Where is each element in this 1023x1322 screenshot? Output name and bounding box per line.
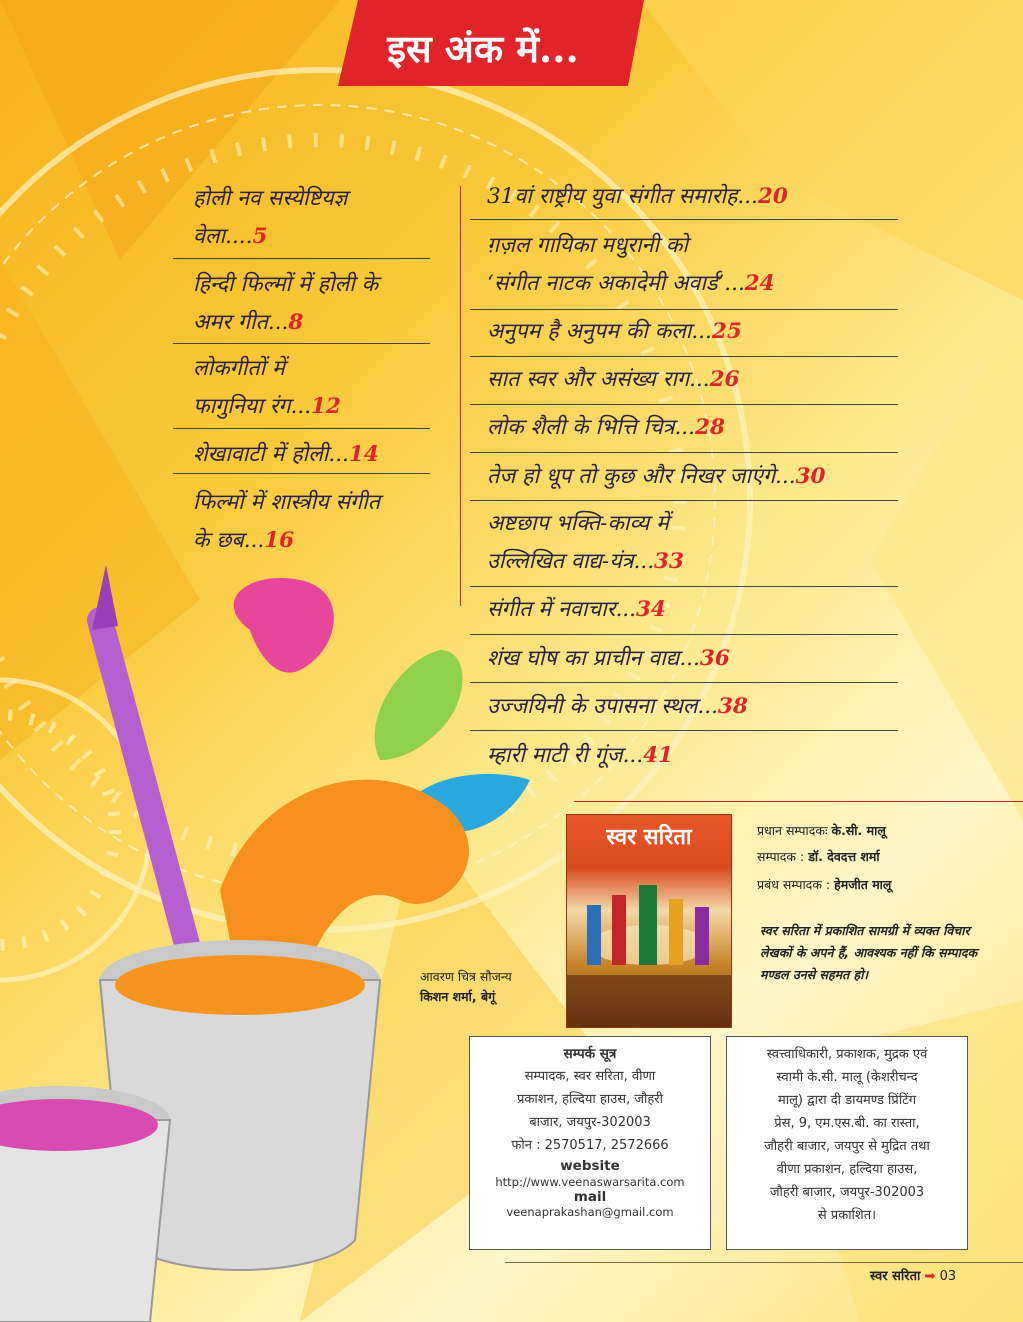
- imprint-box: स्वत्त्वाधिकारी, प्रकाशक, मुद्रक एवं स्वामी के.सी. मालू (केशरीचन्द मालू) द्वारा दी डायमण्ड प्रिंटिंग प्रेस, 9, एम.एस.बी. का रास्ता, जौहरी बाजार, जयपुर से मुद्रित तथा वीणा प्रकाशन, हल्दिया हाउस, जौहरी बाजार, जयपुर-302003 से प्रकाशित।: [726, 1036, 968, 1250]
- divider: [470, 682, 898, 683]
- toc-item[interactable]: फिल्मों में शास्त्रीय संगीत के छब...16: [193, 490, 380, 553]
- cover-credit-name: किशन शर्मा, बेगूं: [420, 989, 496, 1004]
- toc-item[interactable]: लोकगीतों में फागुनिया रंग...12: [193, 356, 341, 419]
- page-footer: [870, 1266, 956, 1284]
- divider: [470, 219, 898, 220]
- toc-page-number: 28: [694, 415, 725, 440]
- toc-item[interactable]: ग़ज़ल गायिका मधुरानी को ‘संगीत नाटक अकादेमी अवार्ड’...24: [487, 233, 775, 296]
- website-link[interactable]: http://www.veenaswarsarita.com: [495, 1175, 685, 1189]
- contact-heading: सम्पर्क सूत्र: [563, 1046, 617, 1062]
- page-title: इस अंक में...: [387, 26, 579, 71]
- divider: [173, 428, 430, 429]
- toc-item[interactable]: उज्जयिनी के उपासना स्थल...38: [487, 694, 748, 719]
- divider: [173, 258, 430, 259]
- editor-line: प्रबंध सम्पादक : हेमजीत मालू: [757, 877, 892, 892]
- toc-page-number: 24: [744, 271, 775, 296]
- toc-item[interactable]: हिन्दी फिल्मों में होली के अमर गीत...8: [193, 272, 379, 335]
- toc-page-number: 8: [288, 310, 304, 335]
- email-link[interactable]: veenaprakashan@gmail.com: [506, 1205, 674, 1219]
- section-rule: [574, 801, 1023, 802]
- toc-item[interactable]: 31वां राष्ट्रीय युवा संगीत समारोह...20: [487, 184, 788, 209]
- footer-page-number: 03: [939, 1269, 957, 1284]
- toc-item[interactable]: शंख घोष का प्राचीन वाद्य...36: [487, 646, 730, 671]
- toc-item[interactable]: लोक शैली के भित्ति चित्र...28: [487, 415, 725, 440]
- divider: [470, 452, 898, 453]
- column-divider: [460, 186, 461, 606]
- toc-item[interactable]: तेज हो धूप तो कुछ और निखर जाएंगे...30: [487, 464, 826, 489]
- toc-page-number: 33: [654, 549, 684, 574]
- cover-artwork: [567, 815, 731, 1027]
- toc-item[interactable]: अनुपम है अनुपम की कला...25: [487, 319, 742, 344]
- toc-page-number: 30: [795, 464, 826, 489]
- divider: [173, 343, 430, 344]
- toc-page-number: 25: [711, 319, 742, 344]
- divider: [470, 634, 898, 635]
- toc-page-number: 38: [717, 694, 748, 719]
- toc-page-number: 41: [643, 743, 674, 768]
- divider: [470, 309, 898, 310]
- toc-page-number: 14: [348, 442, 379, 467]
- footer-rule: [505, 1262, 1023, 1263]
- divider: [173, 473, 430, 474]
- editor-line: प्रधान सम्पादकः के.सी. मालू: [757, 823, 886, 838]
- toc-item[interactable]: सात स्वर और असंख्य राग...26: [487, 367, 740, 392]
- divider: [470, 404, 898, 405]
- toc-page-number: 26: [709, 367, 740, 392]
- toc-page-number: 12: [311, 394, 341, 419]
- editor-line: सम्पादक : डॉ. देवदत्त शर्मा: [757, 849, 880, 864]
- divider: [470, 730, 898, 731]
- toc-item[interactable]: म्हारी माटी री गूंज...41: [487, 743, 674, 768]
- toc-item[interactable]: शेखावाटी में होली...14: [193, 442, 379, 467]
- toc-page-number: 34: [635, 597, 666, 622]
- arrow-icon: ➡: [924, 1269, 936, 1284]
- toc-item[interactable]: अष्टछाप भक्ति-काव्य में उल्लिखित वाद्य-यंत्र...33: [487, 511, 684, 574]
- cover-thumbnail[interactable]: [566, 814, 732, 1028]
- contact-box: सम्पर्क सूत्र सम्पादक, स्वर सरिता, वीणा प्रकाशन, हल्दिया हाउस, जौहरी बाजार, जयपुर-302003 फोन : 2570517, 2572666 website http://www.veenaswarsarita.com mail veenaprakashan@gmail.com: [469, 1036, 711, 1250]
- disclaimer: स्वर सरिता में प्रकाशित सामग्री में व्यक्त विचार लेखकों के अपने हैं, आवश्यक नहीं कि सम्पादक मण्डल उनसे सहमत हो।: [760, 923, 978, 982]
- cover-title: स्वर सरिता: [606, 824, 692, 850]
- toc-item[interactable]: संगीत में नवाचार...34: [487, 597, 666, 622]
- toc-page-number: 20: [757, 184, 788, 209]
- toc-page-number: 5: [252, 224, 268, 249]
- cover-credit-label: आवरण चित्र सौजन्य: [420, 969, 512, 984]
- toc-item[interactable]: होली नव सस्येष्टियज्ञ वेला....5: [193, 186, 348, 249]
- footer-magazine-name: स्वर सरिता: [870, 1269, 921, 1284]
- divider: [470, 586, 898, 587]
- divider: [470, 356, 898, 357]
- toc-page-number: 16: [264, 528, 295, 553]
- divider: [470, 500, 898, 501]
- toc-page-number: 36: [699, 646, 730, 671]
